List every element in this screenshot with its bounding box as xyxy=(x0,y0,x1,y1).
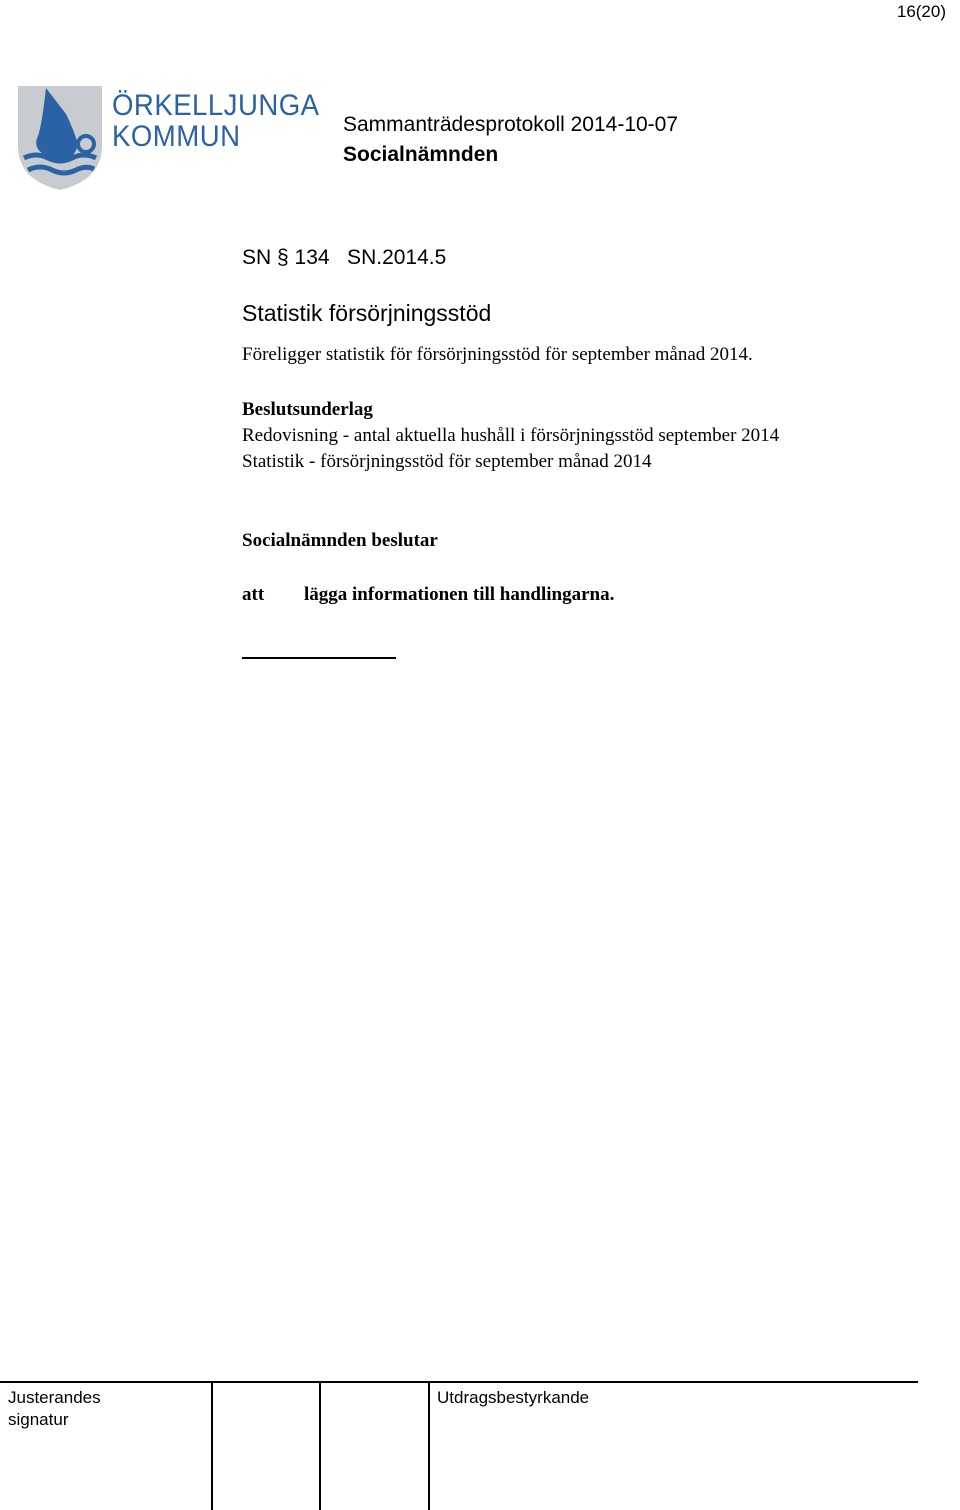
document-header xyxy=(343,110,678,170)
extract-certification-label: Utdragsbestyrkande xyxy=(437,1388,590,1407)
decision-basis xyxy=(242,397,779,475)
page-number: 16(20) xyxy=(896,2,946,21)
att-label: att xyxy=(242,584,265,605)
basis-item: Redovisning - antal aktuella hushåll i försörjningsstöd september 2014 xyxy=(242,425,780,446)
case-intro: Föreligger statistik för försörjningsstöd för september månad 2014. xyxy=(242,344,753,365)
signature-box-divider xyxy=(428,1383,430,1510)
section-end-rule xyxy=(242,657,396,659)
coat-of-arms-icon xyxy=(16,84,106,194)
decision-clause xyxy=(242,584,614,606)
decision-text: lägga informationen till handlingarna. xyxy=(304,584,615,605)
protocol-title: Sammanträdesprotokoll 2014-10-07 xyxy=(343,113,679,136)
logo-line-2: KOMMUN xyxy=(112,120,241,153)
signature-box-divider xyxy=(319,1383,321,1510)
logo-line-1: ÖRKELLJUNGA xyxy=(112,89,320,122)
municipality-logo xyxy=(16,84,320,194)
signature-footer xyxy=(0,1381,918,1510)
adjuster-label-line-1: Justerandes xyxy=(8,1388,101,1407)
adjuster-signature-label xyxy=(8,1387,101,1431)
basis-item: Statistik - försörjningsstöd för september månad 2014 xyxy=(242,451,652,472)
case-reference: SN § 134 SN.2014.5 xyxy=(242,246,447,269)
committee-name: Socialnämnden xyxy=(343,143,499,166)
logo-wordmark xyxy=(112,90,320,152)
signature-box-divider xyxy=(211,1383,213,1510)
adjuster-label-line-2: signatur xyxy=(8,1410,69,1429)
case-title: Statistik försörjningsstöd xyxy=(242,300,492,326)
decision-heading: Socialnämnden beslutar xyxy=(242,530,438,551)
basis-heading: Beslutsunderlag xyxy=(242,399,373,420)
